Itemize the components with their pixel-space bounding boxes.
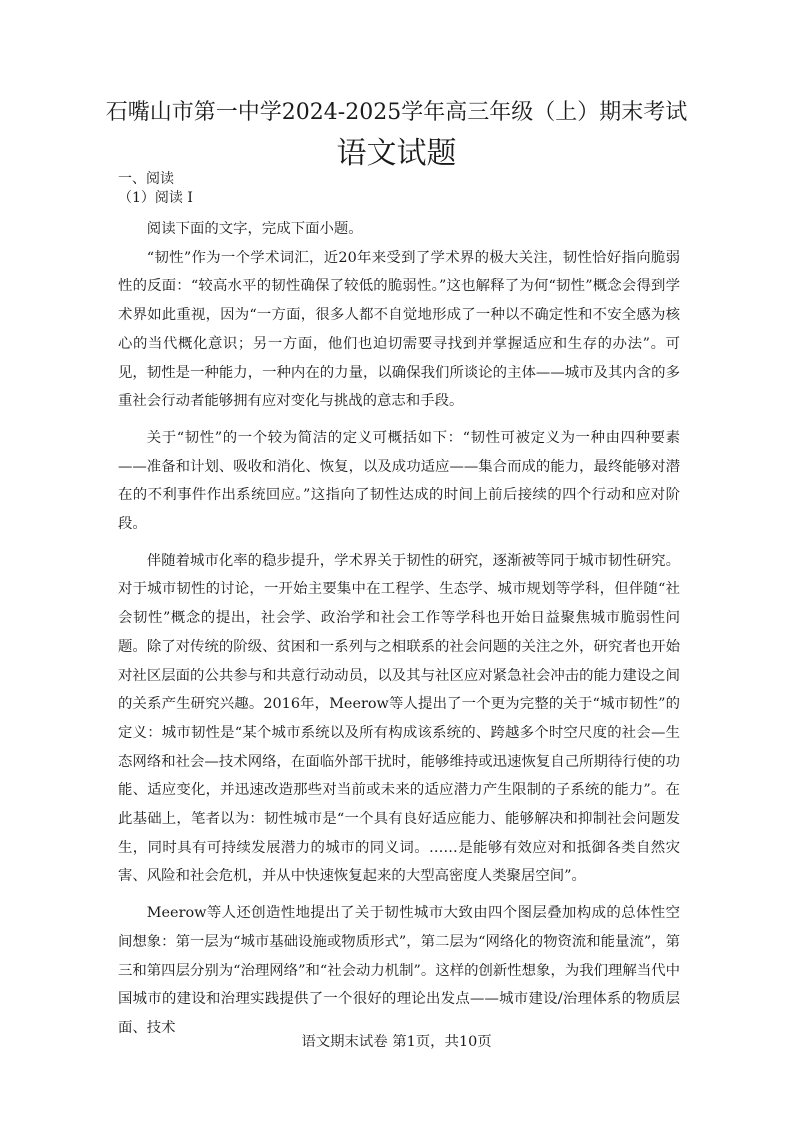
passage-paragraph: 关于“韧性”的一个较为简洁的定义可概括如下：“韧性可被定义为一种由四种要素——准备和计划、吸收和消化、恢复，以及成功适应——集合而成的能力，最终能够对潜在的不利事件作出系统回应。”这指向了韧性达成的时间上前后接续的四个行动和应对阶段。	[118, 429, 680, 533]
exam-title: 石嘴山市第一中学2024-2025学年高三年级（上）期末考试	[105, 100, 688, 125]
reading-passage	[118, 215, 680, 1043]
passage-paragraph: “韧性”作为一个学术词汇，近20年来受到了学术界的极大关注，韧性恰好指向脆弱性的反面：“较高水平的韧性确保了较低的脆弱性。”这也解释了为何“韧性”概念会得到学术界如此重视，因为“一方面，很多人都不自觉地形成了一种以不确定性和不安全感为核心的当代概化意识；另一方面，他们也迫切需要寻找到并掌握适应和生存的办法”。可见，韧性是一种能力，一种内在的力量，以确保我们所谈论的主体——城市及其内含的多重社会行动者能够拥有应对变化与挑战的意志和手段。	[118, 249, 680, 410]
instruction-paragraph: 阅读下面的文字，完成下面小题。	[146, 221, 363, 237]
exam-subtitle: 语文试题	[336, 136, 457, 171]
page-footer: 语文期末试卷 第1页，共10页	[301, 1034, 492, 1050]
reading-subheading: （1）阅读 I	[118, 190, 193, 206]
section-heading: 一、阅读	[118, 171, 174, 187]
passage-paragraph: 伴随着城市化率的稳步提升，学术界关于韧性的研究，逐渐被等同于城市韧性研究。对于城市韧性的讨论，一开始主要集中在工程学、生态学、城市规划等学科，但伴随“社会韧性”概念的提出，社会学、政治学和社会工作等学科也开始日益聚焦城市脆弱性问题。除了对传统的阶级、贫困和一系列与之相联系的社会问题的关注之外，研究者也开始对社区层面的公共参与和共意行动动员，以及其与社区应对紧急社会冲击的能力建设之间的关系产生研究兴趣。2016年，Meerow等人提出了一个更为完整的关于“城市韧性”的定义：城市韧性是“某个城市系统以及所有构成该系统的、跨越多个时空尺度的社会—生态网络和社会—技术网络，在面临外部干扰时，能够维持或迅速恢复自己所期待行使的功能、适应变化，并迅速改造那些对当前或未来的适应潜力产生限制的子系统的能力”。在此基础上，笔者以为：韧性城市是“一个具有良好适应能力、能够解决和抑制社会问题发生，同时具有可持续发展潜力的城市的同义词。……是能够有效应对和抵御各类自然灾害、风险和社会危机，并从中快速恢复起来的大型高密度人类聚居空间”。	[118, 552, 680, 885]
passage-paragraph: Meerow等人还创造性地提出了关于韧性城市大致由四个图层叠加构成的总体性空间想象：第一层为“城市基础设施或物质形式”，第二层为“网络化的物资流和能量流”，第三和第四层分别为“治理网络”和“社会动力机制”。这样的创新性想象，为我们理解当代中国城市的建设和治理实践提供了一个很好的理论出发点——城市建设/治理体系的物质层面、技术	[118, 905, 680, 1036]
